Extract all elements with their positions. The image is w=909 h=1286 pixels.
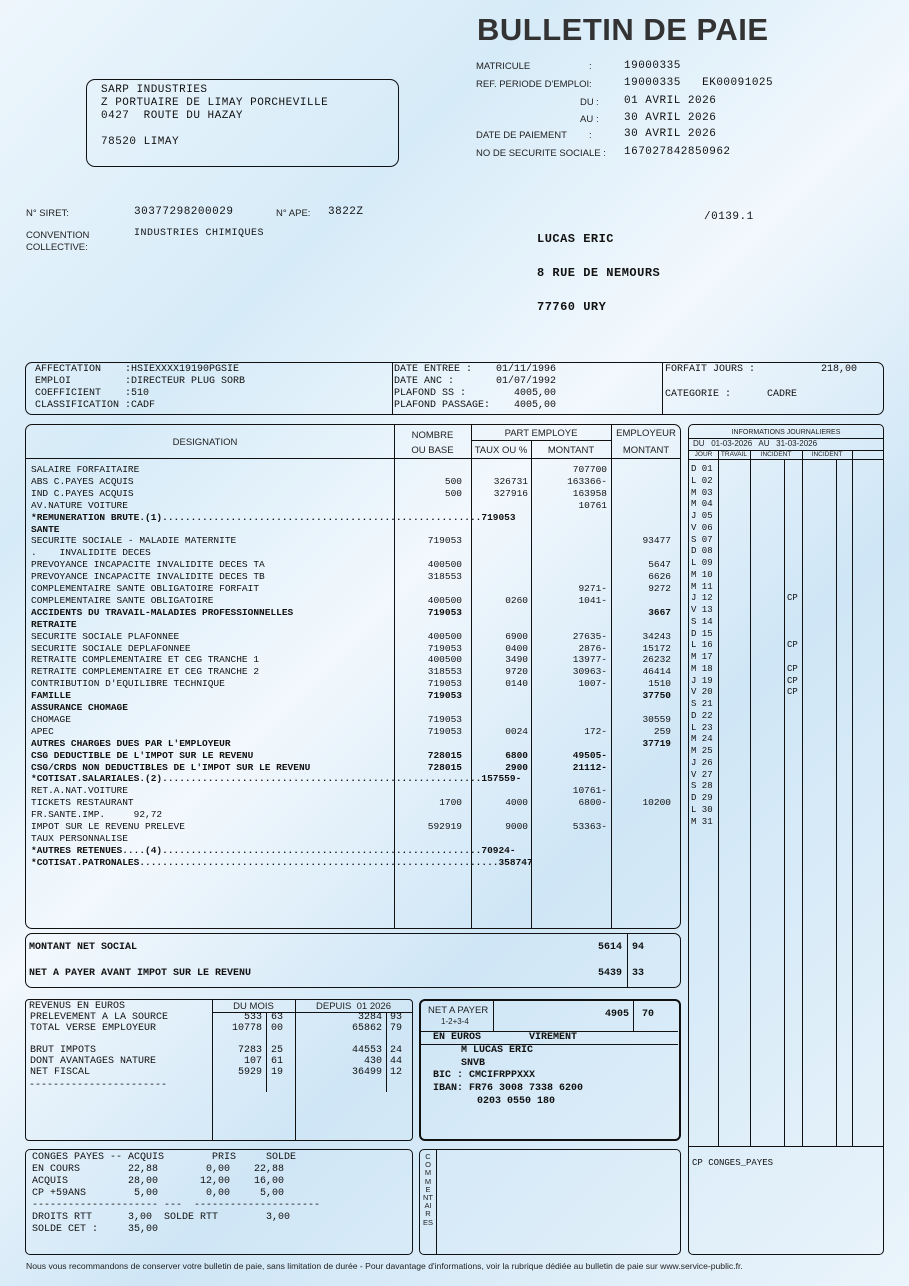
affectation: AFFECTATION :HSIEXXXX19190PGSIE [35, 364, 240, 375]
line-montant: 6800- [578, 797, 607, 809]
line-designation: SANTE [31, 523, 60, 535]
line-designation: *COTISAT.SALARIALES.(2)........................................................157559- [31, 773, 522, 785]
line-designation: AV.NATURE VOITURE [31, 499, 128, 511]
classification: CLASSIFICATION :CADF [35, 400, 156, 411]
secu-value: 167027842850962 [624, 146, 731, 158]
line-employeur: 259 [653, 725, 671, 737]
revenus-depuis-dec: 12 [390, 1067, 403, 1078]
header-info [476, 58, 896, 168]
au-sep: : [596, 114, 599, 125]
employee-name: LUCAS ERIC [537, 232, 615, 246]
commentaires-box [419, 1149, 681, 1255]
col-nombre: NOMBRE [411, 430, 454, 441]
line-montant: 707700 [572, 464, 607, 475]
journal-day: J 26 [691, 757, 713, 768]
employer-box [86, 79, 399, 167]
journal-day: M 03 [691, 487, 713, 498]
payslip-table [25, 424, 681, 929]
journal-period: DU 01-03-2026 AU 31-03-2026 [693, 439, 818, 448]
line-base: 318553 [427, 666, 462, 678]
line-designation: RET.A.NAT.VOITURE [31, 785, 128, 797]
col-taux: TAUX OU % [474, 445, 528, 456]
payment-amount-int: 4905 [604, 1009, 629, 1020]
revenus-label: TOTAL VERSE EMPLOYEUR [30, 1023, 157, 1034]
forfait-jours: FORFAIT JOURS : 218,00 [665, 364, 858, 375]
ref-value: 19000335 EK00091025 [624, 77, 774, 89]
line-base: 500 [444, 475, 462, 487]
journal-title: INFORMATIONS JOURNALIERES [731, 429, 841, 436]
revenus-depuis-dec: 79 [390, 1023, 403, 1034]
revenus-label: PRELEVEMENT A LA SOURCE [30, 1012, 169, 1023]
emploi: EMPLOI :DIRECTEUR PLUG SORB [35, 376, 246, 387]
revenus-mois-dec: 19 [271, 1067, 284, 1078]
journal-day: M 31 [691, 816, 713, 827]
col-montant-employeur: MONTANT [622, 445, 670, 456]
matricule-sep: : [589, 61, 592, 72]
line-taux: 0140 [505, 678, 528, 690]
line-montant: 2876- [578, 642, 607, 654]
conges-row-en-cours: EN COURS 22,88 0,00 22,88 [32, 1164, 285, 1175]
employment-info-box [25, 362, 884, 415]
convention-value: INDUSTRIES CHIMIQUES [134, 228, 265, 239]
journal-day: M 25 [691, 746, 713, 756]
conges-row-acquis: ACQUIS 28,00 12,00 16,00 [32, 1176, 285, 1187]
line-employeur: 15172 [642, 642, 671, 654]
journal-day: J 19 [691, 675, 713, 686]
revenus-depuis: DEPUIS 01 2026 [316, 1001, 391, 1012]
col-ou-base: OU BASE [411, 445, 454, 456]
plafond-passage: PLAFOND PASSAGE: 4005,00 [394, 400, 557, 411]
line-montant: 1007- [578, 678, 607, 690]
revenus-mois-int: 7283 [237, 1045, 262, 1056]
line-base: 728015 [427, 749, 462, 761]
employee-street: 8 RUE DE NEMOURS [537, 266, 661, 280]
paiement-value: 30 AVRIL 2026 [624, 128, 717, 140]
revenus-depuis-dec: 44 [390, 1056, 403, 1067]
revenus-depuis-dec: 24 [390, 1045, 403, 1056]
line-designation: . INVALIDITE DECES [31, 547, 151, 559]
line-base: 592919 [427, 821, 462, 832]
line-employeur: 1510 [648, 678, 671, 690]
line-montant: 21112- [572, 761, 607, 773]
journal-col-incident2: INCIDENT [811, 451, 843, 458]
journal-day: L 23 [691, 722, 713, 733]
conges-header: CONGES PAYES -- ACQUIS PRIS SOLDE [32, 1152, 297, 1163]
journal-day: L 09 [691, 558, 713, 568]
journal-col-jour: JOUR [694, 451, 713, 458]
line-montant: 163958 [572, 487, 607, 499]
line-base: 719053 [427, 606, 462, 618]
line-designation: CSG/CRDS NON DEDUCTIBLES DE L'IMPOT SUR LE REVENU [31, 761, 311, 773]
line-designation: SECURITE SOCIALE - MALADIE MATERNITE [31, 535, 237, 547]
journal-day: J 05 [691, 511, 713, 521]
ref-sep: : [589, 79, 592, 90]
footer-note: Nous vous recommandons de conserver votre bulletin de paie, sans limitation de durée - Pour davantage d'informations, voir la rubrique dédiée au bulletin de paie sur www.service-public.fr. [26, 1261, 743, 1271]
line-base: 400500 [427, 559, 462, 571]
line-montant: 163366- [567, 475, 607, 487]
line-designation: COMPLEMENTAIRE SANTE OBLIGATOIRE FORFAIT [31, 583, 260, 594]
revenus-depuis-int: 44553 [351, 1045, 382, 1056]
conges-sep: --------------------- --- --------------------- [32, 1200, 321, 1211]
convention-label2: COLLECTIVE: [26, 242, 88, 253]
journal-day: V 20 [691, 687, 713, 698]
revenus-mois-int: 5929 [237, 1067, 262, 1078]
line-taux: 2900 [505, 761, 528, 773]
plafond-ss: PLAFOND SS : 4005,00 [394, 388, 557, 399]
line-designation: IND C.PAYES ACQUIS [31, 487, 134, 499]
line-montant: 9271- [578, 583, 607, 594]
journal-day: M 24 [691, 734, 713, 745]
ape-label: N° APE: [276, 208, 311, 219]
revenus-label: DONT AVANTAGES NATURE [30, 1056, 157, 1067]
line-taux: 0400 [505, 642, 528, 654]
payment-label: NET A PAYER [428, 1005, 489, 1016]
revenus-depuis-dec: 93 [390, 1012, 403, 1023]
line-montant: 30963- [572, 666, 607, 678]
line-base: 719053 [427, 535, 462, 547]
payslip-lines [26, 464, 680, 924]
payment-amount-dec: 70 [642, 1009, 655, 1020]
coefficient: COEFFICIENT :510 [35, 388, 150, 399]
line-designation: CHOMAGE [31, 713, 71, 725]
journal-day: L 30 [691, 804, 713, 815]
journal-day: M 04 [691, 499, 713, 510]
line-designation: SECURITE SOCIALE DEPLAFONNEE [31, 642, 191, 654]
line-base: 1700 [439, 797, 462, 809]
revenus-mois-dec: 25 [271, 1045, 284, 1056]
net-box [25, 933, 681, 988]
journal-day: V 27 [691, 769, 713, 780]
revenus-depuis-int: 430 [363, 1056, 382, 1067]
line-taux: 6800 [505, 749, 528, 761]
line-employeur: 37719 [642, 737, 671, 749]
secu-label: NO DE SECURITE SOCIALE : [476, 148, 606, 159]
journal-day: D 15 [691, 628, 713, 639]
line-employeur: 26232 [642, 654, 671, 666]
col-employeur: EMPLOYEUR [616, 428, 676, 439]
line-montant: 172- [584, 725, 607, 737]
line-base: 719053 [427, 690, 462, 702]
revenus-box [25, 999, 413, 1141]
line-designation: CONTRIBUTION D'EQUILIBRE TECHNIQUE [31, 678, 225, 690]
revenus-du-mois: DU MOIS [233, 1001, 274, 1012]
line-designation: IMPOT SUR LE REVENU PRELEVE [31, 821, 185, 832]
payment-formula: 1-2+3-4 [441, 1017, 469, 1026]
matricule-value: 19000335 [624, 60, 681, 72]
revenus-mois-dec: 61 [271, 1056, 284, 1067]
employer-address1: Z PORTUAIRE DE LIMAY PORCHEVILLE [101, 97, 329, 109]
line-base: 500 [444, 487, 462, 499]
line-designation: ACCIDENTS DU TRAVAIL-MALADIES PROFESSIONNELLES [31, 606, 294, 618]
line-designation: RETRAITE COMPLEMENTAIRE ET CEG TRANCHE 1 [31, 654, 260, 666]
employer-address2: 0427 ROUTE DU HAZAY [101, 110, 244, 122]
date-anc: DATE ANC : 01/07/1992 [394, 376, 557, 387]
ape-value: 3822Z [328, 206, 364, 218]
journal-day: V 06 [691, 522, 713, 533]
journal-day: S 28 [691, 781, 713, 792]
line-designation: RETRAITE COMPLEMENTAIRE ET CEG TRANCHE 2 [31, 666, 260, 678]
line-taux: 327916 [493, 487, 528, 499]
line-employeur: 3667 [648, 606, 671, 618]
line-designation: *AUTRES RETENUES....(4)........................................................70924- [31, 844, 516, 856]
line-employeur: 93477 [642, 535, 671, 547]
revenus-mois-int: 10778 [231, 1023, 262, 1034]
bic: BIC : CMCIFRPPXXX [433, 1070, 536, 1081]
page-title: BULLETIN DE PAIE [477, 12, 769, 47]
revenus-mois-int: 533 [243, 1012, 262, 1023]
solde-cet: SOLDE CET : 35,00 [32, 1224, 159, 1235]
revenus-depuis-int: 36499 [351, 1067, 382, 1078]
journal-day: M 18 [691, 663, 713, 674]
journal-incident: CP [787, 663, 798, 674]
droits-rtt: DROITS RTT 3,00 SOLDE RTT 3,00 [32, 1212, 291, 1223]
line-designation: TAUX PERSONNALISE [31, 832, 128, 844]
net-avant-dec: 33 [632, 968, 645, 979]
payment-box [419, 999, 681, 1141]
employer-name: SARP INDUSTRIES [101, 84, 208, 96]
line-designation: FR.SANTE.IMP. 92,72 [31, 809, 163, 821]
revenus-depuis-int: 3284 [357, 1012, 382, 1023]
line-employeur: 6626 [648, 571, 671, 583]
date-entree: DATE ENTREE : 01/11/1996 [394, 364, 557, 375]
net-social-label: MONTANT NET SOCIAL [29, 942, 138, 953]
line-montant: 1041- [578, 594, 607, 606]
line-designation: RETRAITE [31, 618, 77, 630]
net-social-int: 5614 [597, 942, 622, 953]
line-designation: CSG DEDUCTIBLE DE L'IMPOT SUR LE REVENU [31, 749, 254, 761]
commentaires-label: COMMENTAIRES [423, 1152, 434, 1227]
revenus-header: REVENUS EN EUROS [29, 1001, 126, 1012]
line-taux: 6900 [505, 630, 528, 642]
du-label: DU [580, 97, 594, 108]
line-taux: 326731 [493, 475, 528, 487]
line-designation: SECURITE SOCIALE PLAFONNEE [31, 630, 180, 642]
ref-code: /0139.1 [704, 211, 754, 223]
line-base: 400500 [427, 630, 462, 642]
journal-incident: CP [787, 687, 798, 698]
line-taux: 9000 [505, 821, 528, 832]
line-designation: *REMUNERATION BRUTE.(1)........................................................719053 [31, 511, 516, 523]
conges-row-cp59: CP +59ANS 5,00 0,00 5,00 [32, 1188, 285, 1199]
categorie: CATEGORIE : CADRE [665, 389, 798, 400]
journal-day: L 02 [691, 475, 713, 486]
line-designation: ABS C.PAYES ACQUIS [31, 475, 134, 487]
line-employeur: 30559 [642, 713, 671, 725]
net-social-dec: 94 [632, 942, 645, 953]
journal-incident: CP [787, 675, 798, 686]
journal-day: S 14 [691, 616, 713, 627]
journal-day: D 22 [691, 710, 713, 721]
col-montant: MONTANT [547, 445, 595, 456]
col-part-employe: PART EMPLOYE [504, 428, 578, 439]
line-designation: FAMILLE [31, 690, 71, 702]
revenus-depuis-int: 65862 [351, 1023, 382, 1034]
line-montant: 49505- [572, 749, 607, 761]
line-base: 400500 [427, 594, 462, 606]
journal-day: L 16 [691, 640, 713, 651]
line-base: 719053 [427, 725, 462, 737]
employer-city: 78520 LIMAY [101, 136, 180, 148]
journal-incident: CP [787, 640, 798, 651]
line-employeur: 10200 [642, 797, 671, 809]
line-taux: 3490 [505, 654, 528, 666]
journal-day: S 21 [691, 699, 713, 709]
line-designation: ASSURANCE CHOMAGE [31, 702, 128, 713]
journal-col-incident1: INCIDENT [760, 451, 792, 458]
line-base: 719053 [427, 642, 462, 654]
line-designation: AUTRES CHARGES DUES PAR L'EMPLOYEUR [31, 737, 231, 749]
line-montant: 27635- [572, 630, 607, 642]
payment-method: VIREMENT [529, 1032, 578, 1043]
line-designation: *COTISAT.PATRONALES...............................................................358747 [31, 856, 533, 868]
line-base: 400500 [427, 654, 462, 666]
line-base: 719053 [427, 713, 462, 725]
paiement-label: DATE DE PAIEMENT [476, 130, 567, 141]
bank-name: SNVB [461, 1058, 486, 1069]
employee-city: 77760 URY [537, 300, 607, 314]
conges-box [25, 1149, 413, 1255]
journal-day: M 11 [691, 581, 713, 592]
au-label: AU [580, 114, 594, 125]
journal-incident: CP [787, 593, 798, 604]
revenus-mois-dec: 00 [271, 1023, 284, 1034]
revenus-mois-int: 107 [243, 1056, 262, 1067]
journal-day: D 01 [691, 464, 713, 474]
journal-day: S 07 [691, 534, 713, 545]
line-designation: APEC [31, 725, 54, 737]
line-montant: 10761- [572, 785, 607, 797]
line-employeur: 34243 [642, 630, 671, 642]
journal-day: V 13 [691, 605, 713, 615]
siret-label: N° SIRET: [26, 208, 69, 219]
journal-legend: CP CONGES_PAYES [692, 1158, 774, 1168]
revenus-label: BRUT IMPOTS [30, 1045, 97, 1056]
line-base: 719053 [427, 678, 462, 690]
matricule-label: MATRICULE [476, 61, 531, 72]
line-montant: 13977- [572, 654, 607, 666]
journal-day: M 17 [691, 652, 713, 662]
net-avant-label: NET A PAYER AVANT IMPOT SUR LE REVENU [29, 968, 252, 979]
revenus-label: NET FISCAL [30, 1067, 91, 1078]
line-designation: TICKETS RESTAURANT [31, 797, 134, 809]
line-designation: PREVOYANCE INCAPACITE INVALIDITE DECES TB [31, 571, 265, 583]
line-taux: 0260 [505, 594, 528, 606]
journal-day: M 10 [691, 569, 713, 580]
paiement-sep: : [589, 130, 592, 141]
line-taux: 9720 [505, 666, 528, 678]
revenus-mois-dec: 63 [271, 1012, 284, 1023]
payment-currency: EN EUROS [433, 1032, 482, 1043]
ref-label: REF. PERIODE D'EMPLOI [476, 79, 590, 90]
line-designation: PREVOYANCE INCAPACITE INVALIDITE DECES TA [31, 559, 265, 571]
convention-label: CONVENTION [26, 230, 90, 241]
line-montant: 10761 [578, 499, 607, 511]
du-sep: : [596, 97, 599, 108]
journal-day: D 29 [691, 793, 713, 803]
au-value: 30 AVRIL 2026 [624, 112, 717, 124]
beneficiary: M LUCAS ERIC [461, 1045, 534, 1056]
col-designation: DESIGNATION [172, 437, 238, 448]
revenus-dashes: ----------------------- [29, 1080, 168, 1091]
line-designation: COMPLEMENTAIRE SANTE OBLIGATOIRE [31, 594, 214, 606]
iban-cont: 0203 0550 180 [477, 1096, 556, 1107]
line-base: 728015 [427, 761, 462, 773]
du-value: 01 AVRIL 2026 [624, 95, 717, 107]
journal-col-travail: TRAVAIL [720, 451, 748, 458]
iban: IBAN: FR76 3008 7338 6200 [433, 1083, 584, 1094]
line-montant: 53363- [572, 821, 607, 832]
net-avant-int: 5439 [597, 968, 622, 979]
journal-day: D 08 [691, 546, 713, 557]
journal-box [688, 424, 884, 1255]
line-taux: 0024 [505, 725, 528, 737]
line-employeur: 46414 [642, 666, 671, 678]
line-employeur: 5647 [648, 559, 671, 571]
siret-value: 30377298200029 [134, 206, 234, 218]
line-taux: 4000 [505, 797, 528, 809]
journal-day: J 12 [691, 593, 713, 604]
line-designation: SALAIRE FORFAITAIRE [31, 464, 140, 475]
line-employeur: 37750 [642, 690, 671, 702]
line-base: 318553 [427, 571, 462, 583]
line-employeur: 9272 [648, 583, 671, 594]
